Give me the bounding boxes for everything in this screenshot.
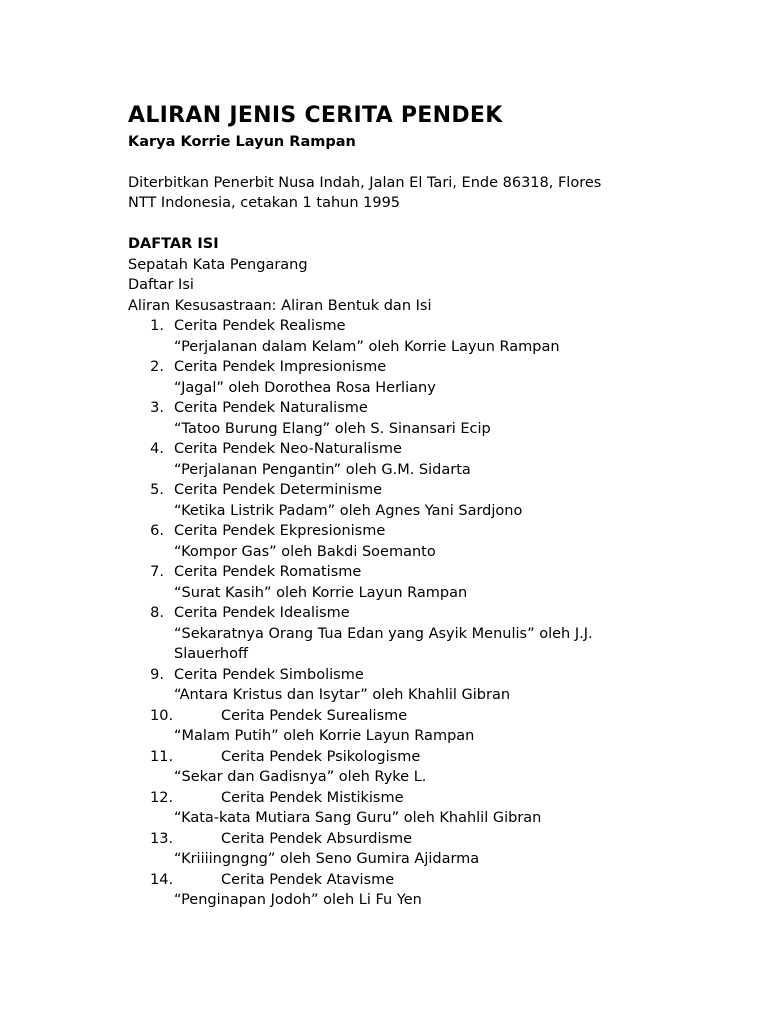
toc-item-story: “Sekaratnya Orang Tua Edan yang Asyik Menulis” oleh J.J. xyxy=(174,625,593,642)
toc-item-story: “Antara Kristus dan Isytar” oleh Khahlil Gibran xyxy=(174,687,511,703)
toc-item-number: 6. xyxy=(150,523,164,539)
publisher-line: NTT Indonesia, cetakan 1 tahun 1995 xyxy=(128,195,401,211)
toc-item-story: “Kompor Gas” oleh Bakdi Soemanto xyxy=(174,543,436,560)
toc-item xyxy=(128,706,748,747)
toc-item-story: “Perjalanan dalam Kelam” oleh Korrie Layun Rampan xyxy=(174,338,560,355)
toc-item-number: 7. xyxy=(150,564,164,580)
toc-item-title: Cerita Pendek Mistikisme xyxy=(221,789,404,806)
toc-item-title: Cerita Pendek Neo-Naturalisme xyxy=(174,441,402,457)
toc-item-story: “Ketika Listrik Padam” oleh Agnes Yani Sardjono xyxy=(174,502,523,519)
toc-intro-line: Aliran Kesusastraan: Aliran Bentuk dan Isi xyxy=(128,297,432,314)
toc-item xyxy=(128,398,748,439)
toc-item-title: Cerita Pendek Realisme xyxy=(174,318,346,334)
toc-item-number: 13. xyxy=(150,830,174,847)
toc-item-title: Cerita Pendek Psikologisme xyxy=(221,748,421,765)
toc-item-number: 10. xyxy=(150,707,174,724)
toc-item xyxy=(128,603,748,665)
toc-item xyxy=(128,316,748,357)
toc-item xyxy=(128,870,748,911)
toc-item xyxy=(128,357,748,398)
toc-item-number: 4. xyxy=(150,441,164,457)
spacer xyxy=(128,152,748,173)
toc-item-story: “Sekar dan Gadisnya” oleh Ryke L. xyxy=(174,769,427,785)
toc-item-story: “Surat Kasih” oleh Korrie Layun Rampan xyxy=(174,584,468,601)
toc-item-number: 8. xyxy=(150,605,164,621)
document-title: ALIRAN JENIS CERITA PENDEK xyxy=(128,103,503,128)
toc-item-number: 5. xyxy=(150,482,164,498)
toc-item-story: “Penginapan Jodoh” oleh Li Fu Yen xyxy=(174,892,422,908)
toc-intro-line: Sepatah Kata Pengarang xyxy=(128,256,308,273)
toc-item xyxy=(128,829,748,870)
spacer xyxy=(128,214,748,235)
toc-item xyxy=(128,480,748,521)
publisher-info xyxy=(128,173,748,214)
toc-item-title: Cerita Pendek Naturalisme xyxy=(174,400,368,416)
toc-item-title: Cerita Pendek Ekpresionisme xyxy=(174,523,386,539)
toc-list xyxy=(128,316,748,911)
toc-item-title: Cerita Pendek Surealisme xyxy=(221,707,408,724)
toc-item-story: Slauerhoff xyxy=(174,646,248,662)
toc-item-number: 9. xyxy=(150,666,164,683)
document-page xyxy=(128,100,748,911)
toc-item xyxy=(128,439,748,480)
toc-item-number: 2. xyxy=(150,359,164,375)
toc-item-title: Cerita Pendek Atavisme xyxy=(221,871,395,888)
document-subtitle: Karya Korrie Layun Rampan xyxy=(128,134,356,150)
toc-intro-line: Daftar Isi xyxy=(128,277,194,293)
toc-item xyxy=(128,788,748,829)
toc-item xyxy=(128,562,748,603)
toc-item-title: Cerita Pendek Romatisme xyxy=(174,564,362,580)
toc-item-title: Cerita Pendek Idealisme xyxy=(174,605,350,621)
toc-item-title: Cerita Pendek Absurdisme xyxy=(221,830,413,847)
toc-item-story: “Perjalanan Pengantin” oleh G.M. Sidarta xyxy=(174,461,471,478)
toc-item xyxy=(128,521,748,562)
toc-item-title: Cerita Pendek Determinisme xyxy=(174,482,383,498)
toc-item-number: 1. xyxy=(150,318,164,334)
toc-item-title: Cerita Pendek Simbolisme xyxy=(174,666,364,683)
toc-item-number: 14. xyxy=(150,871,174,888)
toc-item xyxy=(128,665,748,706)
toc-item xyxy=(128,747,748,788)
toc-item-number: 12. xyxy=(150,789,174,806)
toc-item-title: Cerita Pendek Impresionisme xyxy=(174,359,387,375)
toc-item-story: “Kata-kata Mutiara Sang Guru” oleh Khahlil Gibran xyxy=(174,810,542,826)
toc-item-story: “Kriiiingngng” oleh Seno Gumira Ajidarma xyxy=(174,851,480,867)
toc-heading: DAFTAR ISI xyxy=(128,236,219,252)
toc-item-number: 11. xyxy=(150,748,174,765)
toc-item-story: “Jagal” oleh Dorothea Rosa Herliany xyxy=(174,379,436,396)
toc-item-number: 3. xyxy=(150,400,164,416)
publisher-line: Diterbitkan Penerbit Nusa Indah, Jalan El Tari, Ende 86318, Flores xyxy=(128,174,602,191)
toc-item-story: “Tatoo Burung Elang” oleh S. Sinansari Ecip xyxy=(174,420,491,437)
toc-item-story: “Malam Putih” oleh Korrie Layun Rampan xyxy=(174,728,475,744)
